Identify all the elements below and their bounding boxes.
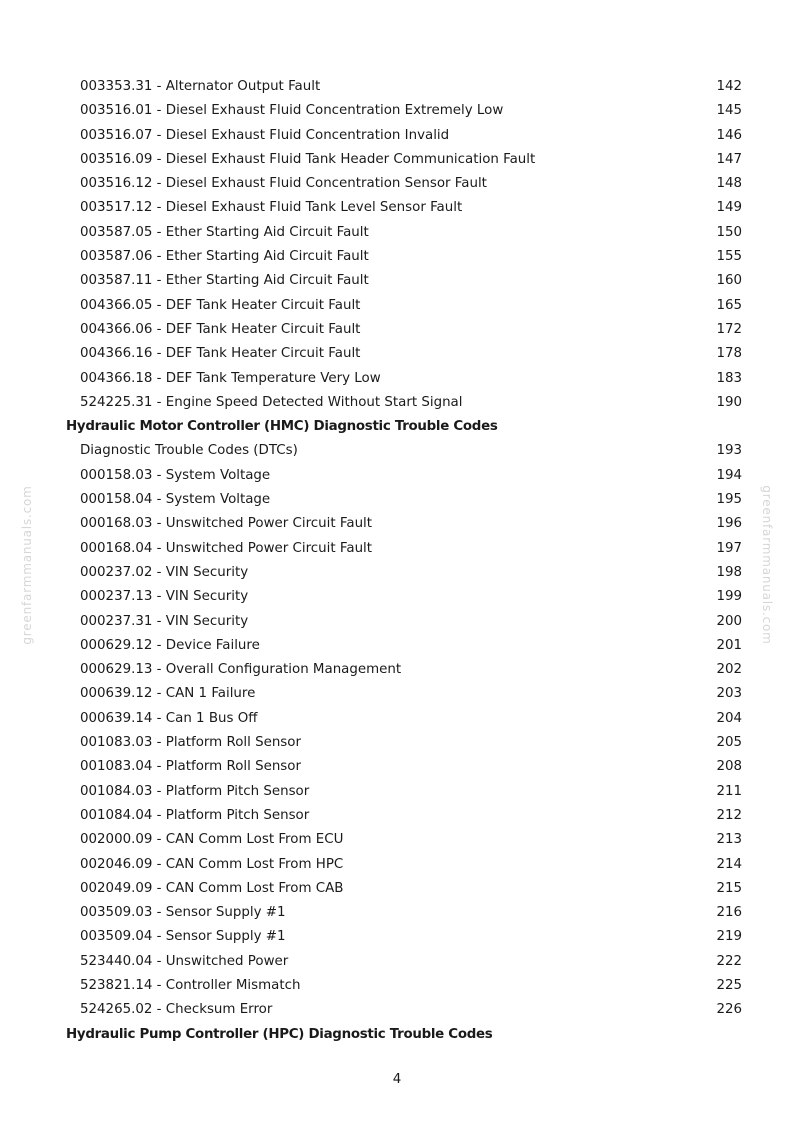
toc-entry-title: 000237.31 - VIN Security bbox=[80, 613, 249, 629]
toc-entry-title: 003516.07 - Diesel Exhaust Fluid Concentration Invalid bbox=[80, 127, 450, 143]
toc-entry[interactable] bbox=[0, 877, 794, 901]
toc-entry[interactable] bbox=[0, 488, 794, 512]
toc-entry[interactable] bbox=[0, 221, 794, 245]
toc-entry-page: 215 bbox=[716, 880, 742, 896]
toc-entry-title: 003587.11 - Ether Starting Aid Circuit Fault bbox=[80, 273, 369, 289]
toc-entry-title: 000168.04 - Unswitched Power Circuit Fault bbox=[80, 540, 373, 556]
toc-entry[interactable] bbox=[0, 75, 794, 99]
toc-entry[interactable] bbox=[0, 245, 794, 269]
toc-entry[interactable] bbox=[0, 974, 794, 998]
toc-entry[interactable] bbox=[0, 658, 794, 682]
watermark-left: greenfarmmanuals.com bbox=[20, 485, 34, 645]
toc-entry-page: 201 bbox=[716, 637, 742, 653]
toc-entry-page: 183 bbox=[716, 370, 742, 386]
toc-entry-title: 003509.04 - Sensor Supply #1 bbox=[80, 929, 286, 945]
toc-entry-title: 002049.09 - CAN Comm Lost From CAB bbox=[80, 880, 344, 896]
toc-entry-title: Hydraulic Motor Controller (HMC) Diagnostic Trouble Codes bbox=[66, 419, 498, 435]
toc-entry-page: 165 bbox=[716, 297, 742, 313]
toc-entry[interactable] bbox=[0, 439, 794, 463]
toc-entry-title: 001083.03 - Platform Roll Sensor bbox=[80, 735, 301, 751]
toc-entry[interactable] bbox=[0, 464, 794, 488]
toc-entry-title: 002000.09 - CAN Comm Lost From ECU bbox=[80, 832, 344, 848]
toc-entry[interactable] bbox=[0, 634, 794, 658]
page-number: 4 bbox=[392, 1072, 402, 1087]
toc-entry[interactable] bbox=[0, 99, 794, 123]
toc-entry-page: 150 bbox=[716, 224, 742, 240]
toc-entry-page: 205 bbox=[716, 735, 742, 751]
toc-section-heading bbox=[0, 1023, 794, 1047]
toc-entry-title: 000237.13 - VIN Security bbox=[80, 589, 249, 605]
toc-entry-title: 003587.05 - Ether Starting Aid Circuit Fault bbox=[80, 224, 369, 240]
toc-entry-page: 172 bbox=[716, 321, 742, 337]
toc-entry-title: 003516.01 - Diesel Exhaust Fluid Concentration Extremely Low bbox=[80, 103, 504, 119]
toc-entry[interactable] bbox=[0, 682, 794, 706]
toc-entry[interactable] bbox=[0, 731, 794, 755]
toc-entry-page: 149 bbox=[716, 200, 742, 216]
toc-entry[interactable] bbox=[0, 998, 794, 1022]
toc-entry-title: 000237.02 - VIN Security bbox=[80, 564, 249, 580]
toc-entry-page: 160 bbox=[716, 273, 742, 289]
toc-entry-title: 001083.04 - Platform Roll Sensor bbox=[80, 759, 301, 775]
toc-entry-title: 524265.02 - Checksum Error bbox=[80, 1002, 273, 1018]
toc-entry[interactable] bbox=[0, 561, 794, 585]
toc-entry-page: 226 bbox=[716, 1002, 742, 1018]
toc-entry-page: 222 bbox=[716, 953, 742, 969]
toc-entry-title: 000639.12 - CAN 1 Failure bbox=[80, 686, 256, 702]
toc-entry-page: 213 bbox=[716, 832, 742, 848]
toc-entry[interactable] bbox=[0, 172, 794, 196]
toc-entry-page: 148 bbox=[716, 176, 742, 192]
toc-entry-title: 004366.05 - DEF Tank Heater Circuit Fault bbox=[80, 297, 361, 313]
toc-entry-page: 203 bbox=[716, 686, 742, 702]
toc-section-heading bbox=[0, 415, 794, 439]
toc-entry[interactable] bbox=[0, 512, 794, 536]
toc-entry-page: 198 bbox=[716, 564, 742, 580]
toc-entry-page: 147 bbox=[716, 151, 742, 167]
toc-entry[interactable] bbox=[0, 780, 794, 804]
toc-entry-title: Diagnostic Trouble Codes (DTCs) bbox=[80, 443, 298, 459]
toc-entry[interactable] bbox=[0, 318, 794, 342]
toc-entry-page: 145 bbox=[716, 103, 742, 119]
toc-entry[interactable] bbox=[0, 391, 794, 415]
toc-entry-title: Hydraulic Pump Controller (HPC) Diagnostic Trouble Codes bbox=[66, 1026, 493, 1042]
toc-entry-page: 178 bbox=[716, 346, 742, 362]
toc-entry[interactable] bbox=[0, 367, 794, 391]
toc-entry[interactable] bbox=[0, 925, 794, 949]
toc-entry-page: 208 bbox=[716, 759, 742, 775]
toc-entry-page: 195 bbox=[716, 492, 742, 508]
toc-entry-page: 216 bbox=[716, 905, 742, 921]
toc-entry-page: 197 bbox=[716, 540, 742, 556]
toc-entry-page: 155 bbox=[716, 249, 742, 265]
toc-entry[interactable] bbox=[0, 537, 794, 561]
toc-entry[interactable] bbox=[0, 707, 794, 731]
toc-entry-page: 193 bbox=[716, 443, 742, 459]
toc-entry-title: 003509.03 - Sensor Supply #1 bbox=[80, 905, 286, 921]
toc-entry-page: 214 bbox=[716, 856, 742, 872]
toc-entry-title: 000639.14 - Can 1 Bus Off bbox=[80, 710, 258, 726]
toc-entry-page: 204 bbox=[716, 710, 742, 726]
toc-entry-title: 003353.31 - Alternator Output Fault bbox=[80, 79, 321, 94]
toc-entry[interactable] bbox=[0, 755, 794, 779]
toc-entry[interactable] bbox=[0, 610, 794, 634]
toc-entry-title: 001084.04 - Platform Pitch Sensor bbox=[80, 807, 310, 823]
toc-entry-page: 199 bbox=[716, 589, 742, 605]
toc-entry-page: 200 bbox=[716, 613, 742, 629]
table-of-contents bbox=[0, 75, 794, 1047]
toc-entry-title: 003516.09 - Diesel Exhaust Fluid Tank Header Communication Fault bbox=[80, 151, 536, 167]
toc-entry[interactable] bbox=[0, 585, 794, 609]
toc-entry-title: 000168.03 - Unswitched Power Circuit Fault bbox=[80, 516, 373, 532]
toc-entry-title: 000629.12 - Device Failure bbox=[80, 637, 260, 653]
toc-entry[interactable] bbox=[0, 269, 794, 293]
toc-entry-title: 003587.06 - Ether Starting Aid Circuit Fault bbox=[80, 249, 369, 265]
toc-entry-page: 196 bbox=[716, 516, 742, 532]
toc-entry-page: 211 bbox=[716, 783, 742, 799]
toc-entry[interactable] bbox=[0, 950, 794, 974]
toc-entry-title: 000158.04 - System Voltage bbox=[80, 492, 271, 508]
toc-entry[interactable] bbox=[0, 124, 794, 148]
toc-entry[interactable] bbox=[0, 342, 794, 366]
toc-entry-title: 523821.14 - Controller Mismatch bbox=[80, 977, 301, 993]
toc-entry-page: 225 bbox=[716, 977, 742, 993]
toc-entry-title: 004366.06 - DEF Tank Heater Circuit Fault bbox=[80, 321, 361, 337]
toc-entry-page: 219 bbox=[716, 929, 742, 945]
toc-entry-page: 146 bbox=[716, 127, 742, 143]
toc-entry[interactable] bbox=[0, 148, 794, 172]
toc-entry[interactable] bbox=[0, 294, 794, 318]
toc-entry-title: 000629.13 - Overall Configuration Management bbox=[80, 662, 402, 678]
toc-entry-title: 004366.16 - DEF Tank Heater Circuit Fault bbox=[80, 346, 361, 362]
toc-entry[interactable] bbox=[0, 828, 794, 852]
toc-entry[interactable] bbox=[0, 901, 794, 925]
toc-entry-title: 002046.09 - CAN Comm Lost From HPC bbox=[80, 856, 344, 872]
toc-entry-page: 190 bbox=[716, 394, 742, 410]
toc-entry-title: 001084.03 - Platform Pitch Sensor bbox=[80, 783, 310, 799]
toc-entry-title: 523440.04 - Unswitched Power bbox=[80, 953, 289, 969]
toc-entry-title: 004366.18 - DEF Tank Temperature Very Low bbox=[80, 370, 381, 386]
toc-entry-page: 212 bbox=[716, 807, 742, 823]
toc-entry[interactable] bbox=[0, 196, 794, 220]
toc-entry-title: 003517.12 - Diesel Exhaust Fluid Tank Level Sensor Fault bbox=[80, 200, 463, 216]
toc-entry-title: 000158.03 - System Voltage bbox=[80, 467, 271, 483]
toc-entry-page: 194 bbox=[716, 467, 742, 483]
toc-entry-title: 524225.31 - Engine Speed Detected Without Start Signal bbox=[80, 394, 463, 410]
toc-entry-page: 142 bbox=[716, 79, 742, 94]
toc-entry[interactable] bbox=[0, 804, 794, 828]
toc-entry-title: 003516.12 - Diesel Exhaust Fluid Concentration Sensor Fault bbox=[80, 176, 487, 192]
toc-entry[interactable] bbox=[0, 853, 794, 877]
toc-entry-page: 202 bbox=[716, 662, 742, 678]
watermark-right: greenfarmmanuals.com bbox=[760, 485, 774, 645]
